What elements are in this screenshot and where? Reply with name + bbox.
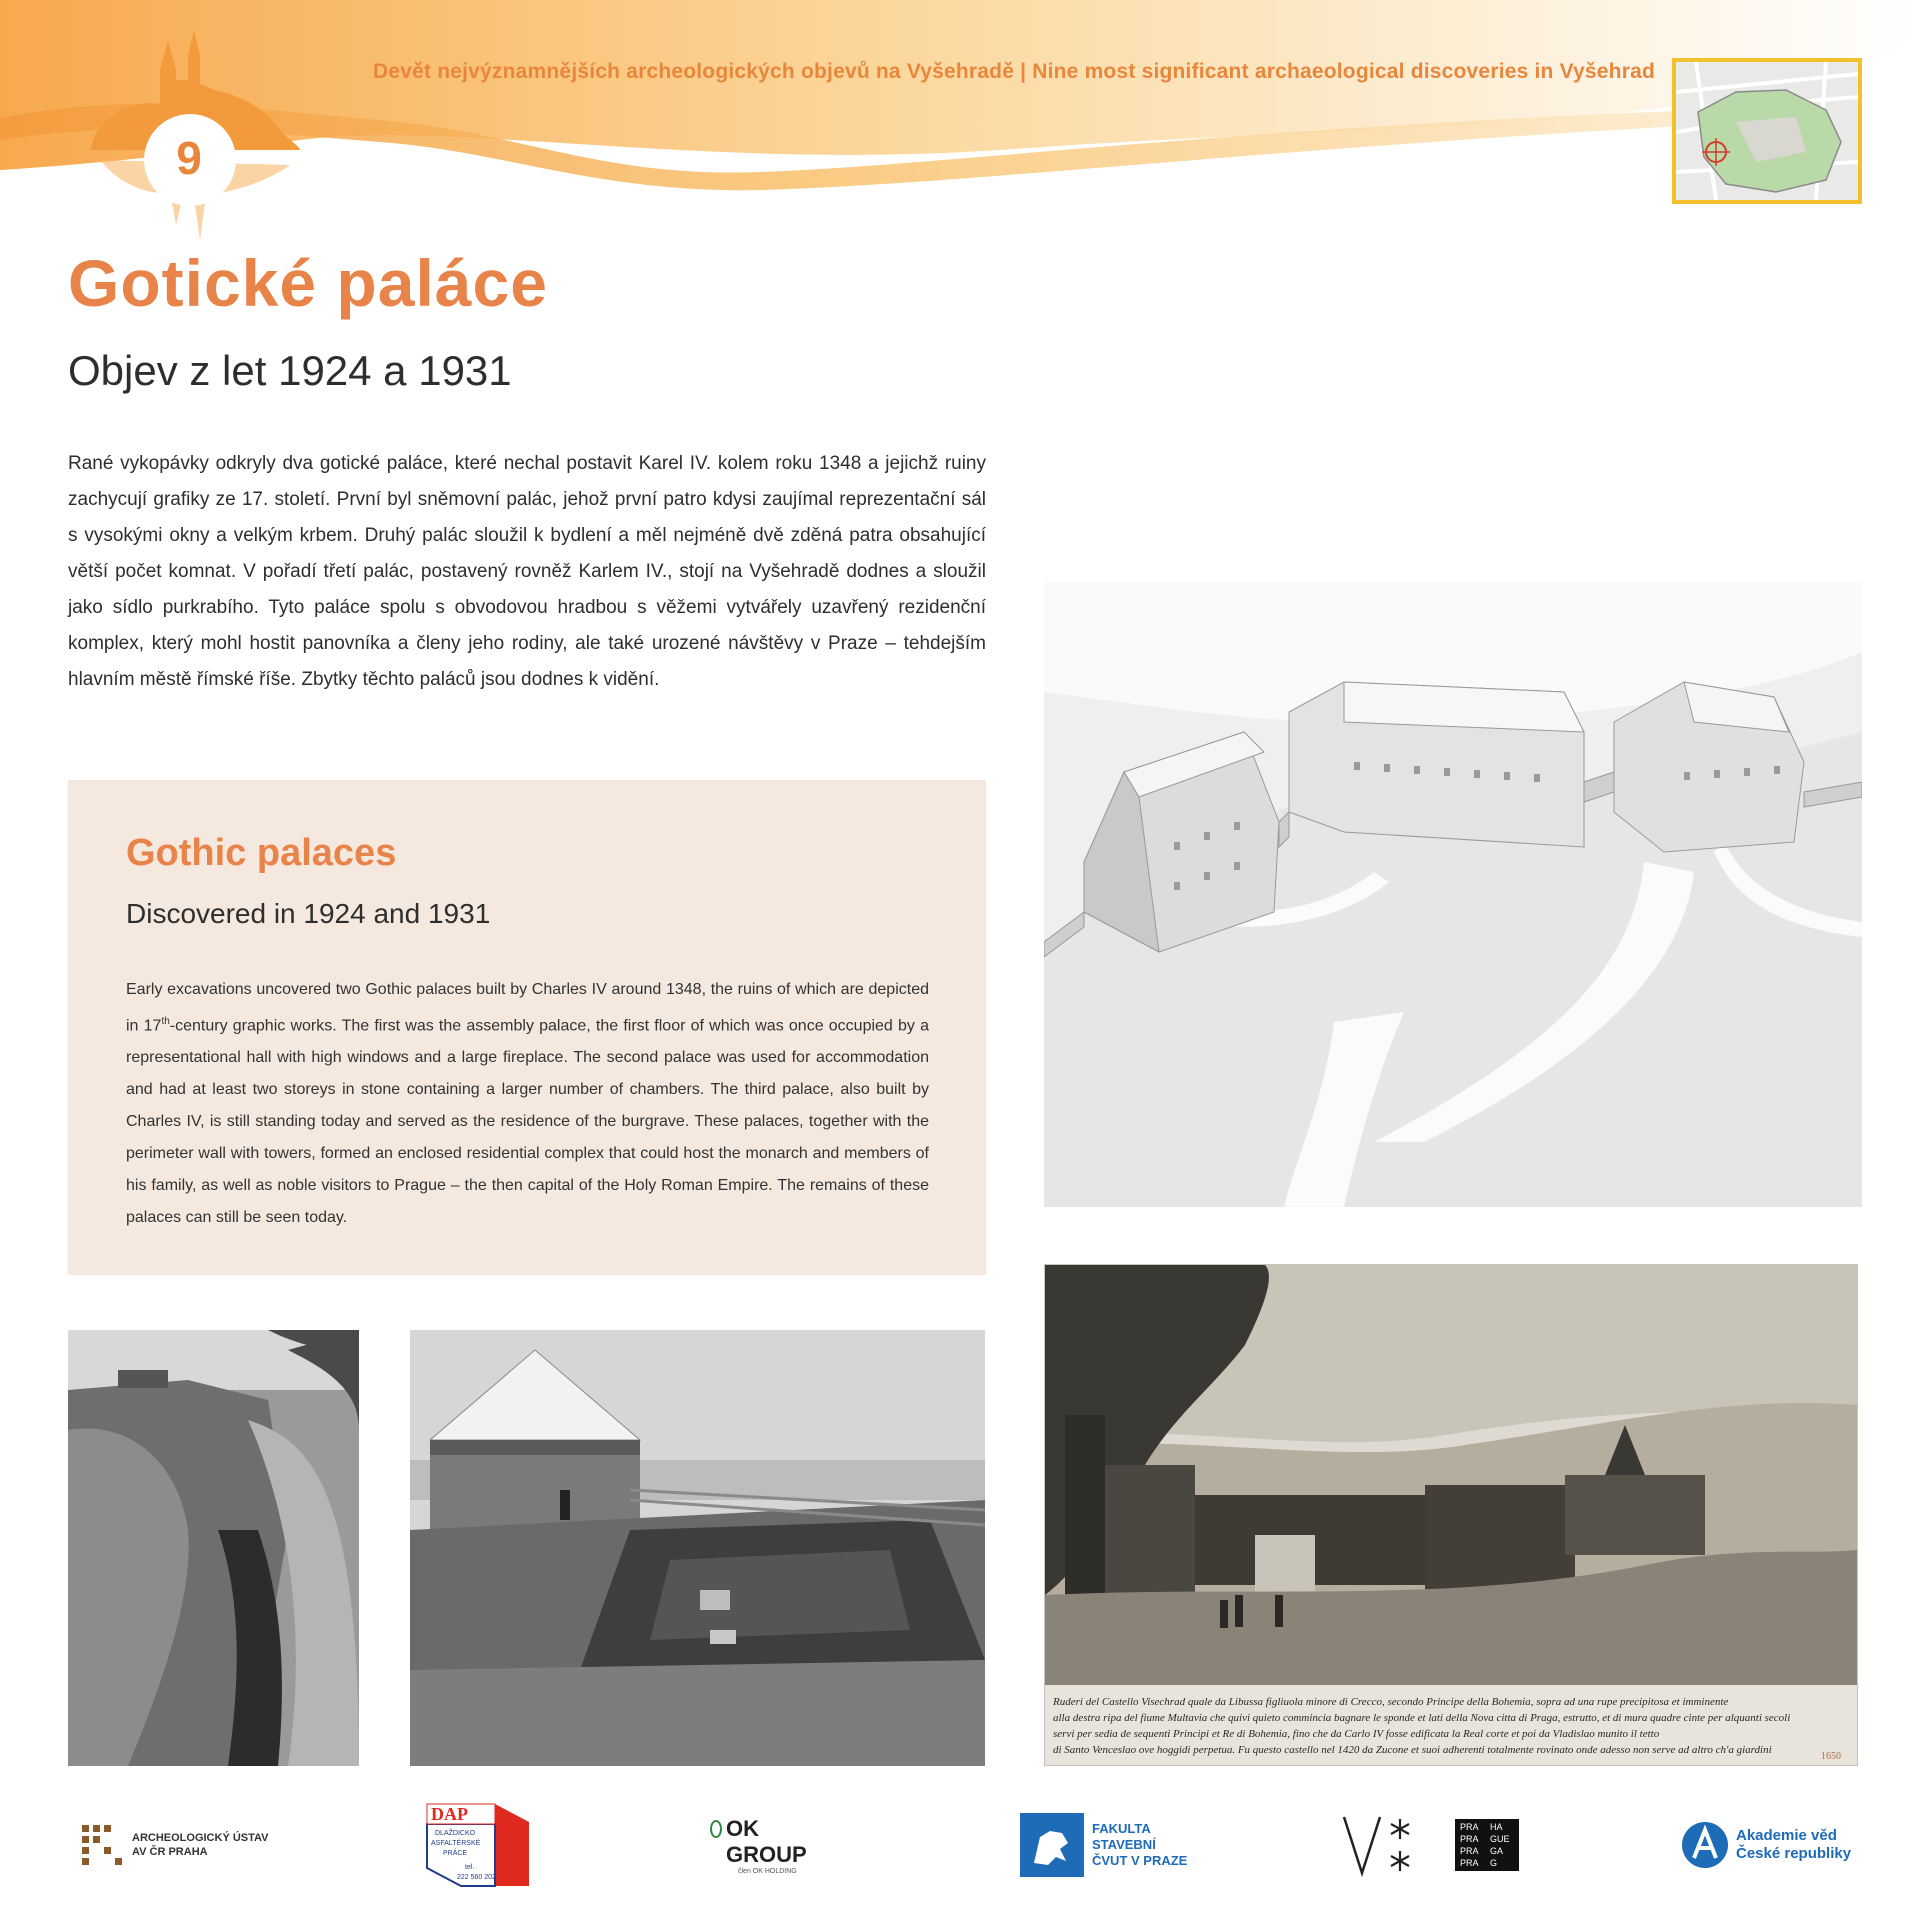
praha-cell-5: PRA <box>1460 1846 1479 1856</box>
arup-icon <box>80 1823 124 1867</box>
praha-cell-3: PRA <box>1460 1834 1479 1844</box>
page-title: Gotické paláce <box>68 246 548 320</box>
praha-cell-6: GA <box>1490 1846 1504 1856</box>
dap-line-1: DLAŽDICKO <box>435 1830 476 1837</box>
english-body-part2: -century graphic works. The first was the assembly palace, the first floor of which was once occupied by a representational hall with high windows and a large fireplace. The second palace was used for accommodation and had at least two storeys in stone containing a larger number of chambers. The third palace, also built by Charles IV, is still standing today and served as the residence of the burgrave. These palaces, together with the perimeter wall with towers, formed an enclosed residential complex that could host the monarch and members of his family, as well as noble visitors to Prague – the then capital of the Holy Roman Empire. The remains of these palaces can still be seen today. <box>126 1017 929 1227</box>
av-line-1: Akademie věd <box>1736 1827 1837 1844</box>
logo-akademie-ved <box>1680 1800 1851 1890</box>
series-title: Devět nejvýznamnějších archeologických objevů na Vyšehradě | Nine most significant archaeological discoveries in Vyšehrad <box>373 60 1655 83</box>
panel-number: 9 <box>176 132 202 184</box>
header-banner <box>0 0 1920 260</box>
cvut-line-1: FAKULTA <box>1092 1821 1151 1836</box>
arup-line-1: ARCHEOLOGICKÝ ÚSTAV <box>132 1832 269 1844</box>
logo-archeologicky-ustav <box>80 1800 269 1890</box>
ok-line-2: GROUP <box>726 1841 807 1867</box>
engraving-year: 1650 <box>1821 1751 1841 1762</box>
akademie-a-icon <box>1680 1820 1730 1870</box>
english-title: Gothic palaces <box>126 832 397 874</box>
engraving-caption-line-1: Ruderi del Castello Visechrad quale da Libussa figliuola minore di Crecco, secondo Principe della Bohemia, sopra ad una rupe precipitosa et imminente <box>1053 1696 1729 1708</box>
english-body-superscript: th <box>161 1016 170 1027</box>
av-line-2: České republiky <box>1736 1845 1852 1862</box>
dap-phone: 222 560 202 <box>457 1874 496 1881</box>
praha-cell-8: G <box>1490 1858 1498 1868</box>
logo-cvut <box>1020 1800 1187 1890</box>
excavation-photo-trench <box>68 1330 359 1766</box>
praha-cell-2: HA <box>1490 1822 1503 1832</box>
logo-dap <box>425 1800 531 1890</box>
dap-line-3: PRÁCE <box>443 1850 468 1857</box>
english-body-text <box>126 974 929 1234</box>
dap-main-label: DAP <box>431 1804 468 1824</box>
ok-line-1: OK <box>726 1815 759 1841</box>
cvut-line-2: STAVEBNÍ <box>1092 1837 1156 1852</box>
dap-line-2: ASFALTÉRSKÉ <box>431 1840 481 1847</box>
engraving-caption-line-3: servi per sedia de sequenti Principi et Re di Bohemia, fino che da Carlo IV fosse edificata la Real corte et poi da Vladislao munito il tetto <box>1053 1728 1660 1740</box>
praha-cell-4: GUE <box>1490 1834 1510 1844</box>
czech-body-text: Rané vykopávky odkryly dva gotické paláce, které nechal postavit Karel IV. kolem roku 1348 a jejichž ruiny zachycují grafiky ze 17. století. První byl sněmovní palác, jehož první patro kdysi zaujímal reprezentační sál s vysokými okny a velkým krbem. Druhý palác sloužil k bydlení a měl nejméně dvě zděná patra obsahující větší počet komnat. V pořadí třetí palác, postavený rovněž Karlem IV., stojí na Vyšehradě dodnes a sloužil jako sídlo purkrabího. Tyto paláce spolu s obvodovou hradbou s věžemi vytvářely uzavřený rezidenční komplex, který mohl hostit panovníka a členy jeho rodiny, ale také urozené návštěvy v Praze – tehdejším hlavním městě římské říše. Zbytky těchto paláců jsou dodnes k vidění. <box>68 453 986 690</box>
page-subtitle: Objev z let 1924 a 1931 <box>68 347 512 394</box>
logo-vysehrad <box>1340 1800 1420 1890</box>
vysehrad-v-asterisk-icon <box>1340 1813 1420 1877</box>
engraving-caption-line-2: alla destra ripa del fiume Multavia che quivi quieto commincia bagnare le sponde et lati della Nova citta di Praga, estrutto, et di mura quadre cinte per alquanti secoli <box>1053 1712 1791 1724</box>
historical-engraving <box>1044 1264 1858 1766</box>
english-body-part1: Early excavations uncovered two Gothic palaces built by Charles IV around 1348, the ruins of which are depicted in 17 <box>126 981 929 1035</box>
engraving-caption-line-4: di Santo Venceslao ove hoggidi perpetua. Fu questo castello nel 1420 da Zucone et suoi adherenti totalmente rovinato onde adesso non serve ad altro ch'a giardini <box>1053 1744 1772 1756</box>
logo-praha <box>1455 1800 1519 1890</box>
excavation-photo-site <box>410 1330 985 1766</box>
cvut-lion-icon <box>1020 1813 1084 1877</box>
english-subtitle: Discovered in 1924 and 1931 <box>126 898 491 929</box>
praha-cell-7: PRA <box>1460 1858 1479 1868</box>
location-map <box>1672 58 1862 204</box>
praha-cell-1: PRA <box>1460 1822 1479 1832</box>
ok-leaf-icon <box>710 1820 722 1838</box>
ok-sub: člen OK HOLDING <box>738 1867 797 1875</box>
dap-tel: tel. <box>465 1864 475 1871</box>
arup-line-2: AV ČR PRAHA <box>132 1846 208 1858</box>
cvut-line-3: ČVUT V PRAZE <box>1092 1853 1188 1868</box>
palace-3d-reconstruction <box>1044 582 1862 1207</box>
logo-ok-group <box>710 1800 807 1890</box>
